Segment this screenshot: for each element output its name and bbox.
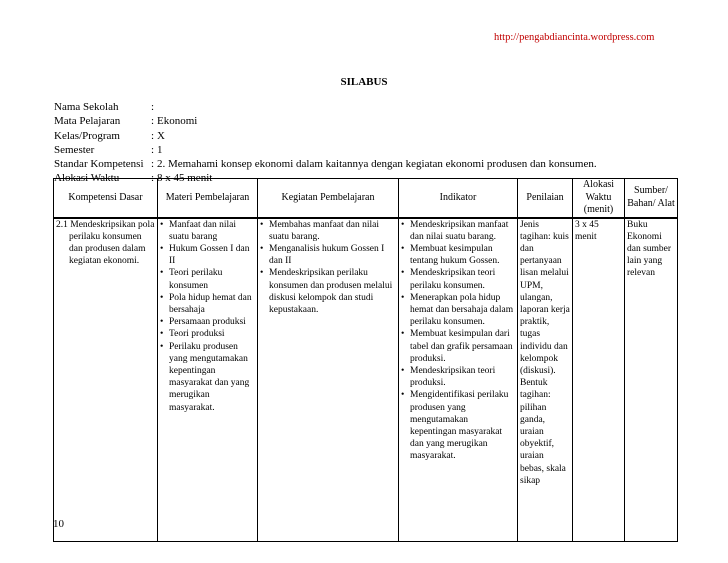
info-row-class: Kelas/Program : X — [54, 129, 165, 142]
list-item: • Mendeskripsikan manfaat dan nilai suatu barang. — [401, 219, 509, 242]
syllabus-table — [53, 178, 678, 542]
cell-kegiatan — [258, 218, 399, 542]
info-value: 1 — [157, 143, 163, 156]
header-penilaian: Penilaian — [518, 179, 573, 218]
list-item: • Manfaat dan nilai suatu barang — [160, 219, 237, 242]
list-item: • Mendeskripsikan teori produksi. — [401, 365, 496, 389]
syllabus-info — [54, 100, 694, 186]
info-value: 8 x 45 menit — [157, 172, 213, 185]
list-item: • Mengidentifikasi perilaku produsen yang mengutamakan kepentingan masyarakat dan yang merugikan masyarakat. — [401, 390, 509, 462]
penilaian-text: Jenis tagihan: kuis dan pertanyaan lisan melalui UPM, ulangan, laporan kerja praktik, tugas individu dan kelompok (diskusi). Bentuk tagihan: pilihan ganda, uraian obyektif, uraian bebas, skala sikap — [520, 219, 570, 486]
list-item: • Teori perilaku konsumen — [160, 268, 223, 291]
cell-materi — [158, 218, 258, 542]
info-value — [156, 100, 157, 114]
cell-kompetensi — [54, 218, 158, 542]
header-indikator: Indikator — [399, 179, 518, 218]
alokasi-text: 3 x 45 menit — [575, 219, 599, 242]
page-number: 10 — [53, 518, 64, 530]
info-row-school: Nama Sekolah : — [54, 100, 694, 114]
header-sumber: Sumber/ Bahan/ Alat — [625, 179, 678, 218]
info-row-standard: Standar Kompetensi : 2. Memahami konsep ekonomi dalam kaitannya dengan kegiatan ekonomi produsen dan konsumen. — [54, 158, 597, 171]
list-item: • Mendeskripsikan teori perilaku konsumen. — [401, 268, 496, 291]
info-label: Kelas/Program — [54, 129, 120, 142]
list-item: • Menerapkan pola hidup hemat dan bersahaja dalam perilaku konsumen. — [401, 292, 514, 328]
cell-indikator — [399, 218, 518, 542]
info-label: Alokasi Waktu — [54, 172, 120, 185]
list-item: • Teori produksi — [160, 329, 225, 340]
info-value: X — [157, 129, 165, 142]
header-kompetensi: Kompetensi Dasar — [54, 179, 158, 218]
document-title: SILABUS — [340, 76, 388, 88]
info-label: Mata Pelajaran — [54, 115, 121, 128]
info-label: Standar Kompetensi — [54, 158, 144, 171]
info-row-time: Alokasi Waktu : 8 x 45 menit — [54, 172, 213, 185]
list-item: • Hukum Gossen I dan II — [160, 243, 250, 267]
header-kegiatan: Kegiatan Pembelajaran — [258, 179, 399, 218]
info-row-semester: Semester : 1 — [54, 143, 163, 156]
info-label: Semester — [54, 143, 95, 156]
sumber-text: Buku Ekonomi dan sumber lain yang relevan — [627, 219, 672, 279]
info-row-subject: Mata Pelajaran : Ekonomi — [54, 115, 198, 128]
cell-penilaian — [518, 218, 573, 542]
cell-alokasi — [573, 218, 625, 542]
list-item: • Membahas manfaat dan nilai suatu barang. — [260, 219, 380, 242]
table-row — [54, 218, 678, 542]
list-item: • Perilaku produsen yang mengutamakan kepentingan masyarakat dan yang merugikan masyarakat. — [160, 341, 250, 413]
info-value: Ekonomi — [157, 115, 198, 128]
kompetensi-text: 2.1 Mendeskripsikan pola perilaku konsumen dan produsen dalam kegiatan ekonomi. — [56, 219, 155, 267]
info-label: Nama Sekolah — [54, 101, 119, 113]
info-value: 2. Memahami konsep ekonomi dalam kaitannya dengan kegiatan ekonomi produsen dan konsumen. — [157, 158, 597, 171]
header-materi: Materi Pembelajaran — [158, 179, 258, 218]
list-item: • Mendeskripsikan perilaku konsumen dan produsen melalui diskusi kelompok dan studi kepustakaan. — [260, 268, 393, 315]
header-alokasi: Alokasi Waktu (menit) — [573, 179, 625, 218]
cell-sumber — [625, 218, 678, 542]
table-header-row — [54, 179, 678, 218]
list-item: • Membuat kesimpulan tentang hukum Gossen. — [401, 243, 500, 267]
list-item: • Menganalisis hukum Gossen I dan II — [260, 243, 385, 267]
list-item: • Membuat kesimpulan dari tabel dan grafik persamaan produksi. — [401, 329, 513, 364]
list-item: • Persamaan produksi — [160, 317, 246, 328]
header-url[interactable]: http://pengabdiancinta.wordpress.com — [494, 32, 655, 43]
list-item: • Pola hidup hemat dan bersahaja — [160, 292, 252, 315]
